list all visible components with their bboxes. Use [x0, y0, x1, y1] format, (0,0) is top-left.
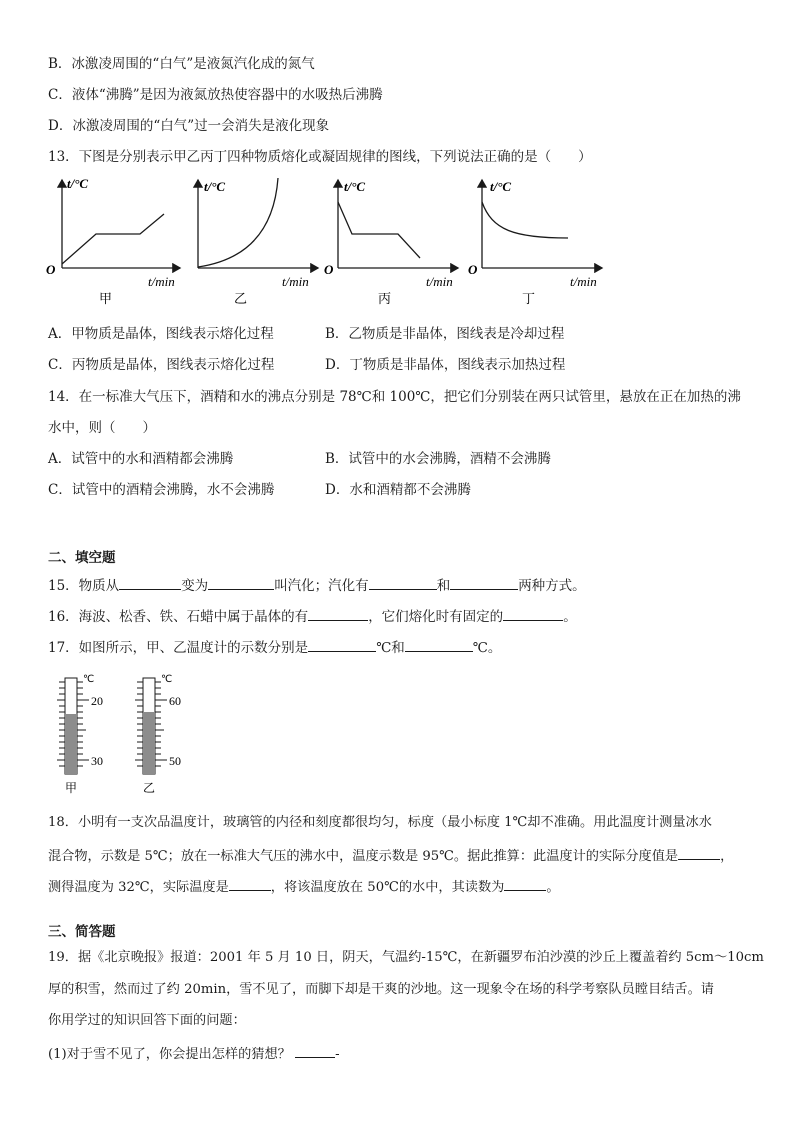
graph-bing-name: 丙 — [378, 292, 392, 307]
q19-text-1: (1)对于雪不见了，你会提出怎样的猜想？ — [48, 1047, 291, 1062]
thermometer-yi-name: 乙 — [143, 781, 156, 795]
q13-option-a: A．甲物质是晶体，图线表示熔化过程 — [48, 326, 274, 342]
q19-text-2: - — [335, 1047, 340, 1062]
q18-blank-2[interactable] — [229, 876, 271, 891]
q14-option-c: C．试管中的酒精会沸腾，水不会沸腾 — [48, 482, 275, 498]
q18-text-1: 混合物，示数是 5℃；放在一标准大气压的沸水中，温度示数是 95℃。据此推算：此温度计的实际分度值是 — [48, 849, 679, 864]
q13-option-c: C．丙物质是晶体，图线表示熔化过程 — [48, 357, 275, 373]
q19-line4 — [48, 1043, 340, 1065]
q19-line2: 厚的积雪，然而过了约 20min，雪不见了，而脚下却是干爽的沙地。这一现象令在场的科学考察队员瞠目结舌。请 — [48, 982, 714, 997]
q17-blank-1[interactable] — [308, 637, 376, 652]
q16-text-3: 。 — [563, 609, 577, 625]
q15-text-4: 和 — [436, 578, 451, 594]
thermometer-jia-name: 甲 — [65, 781, 78, 795]
q16-blank-2[interactable] — [503, 606, 563, 621]
q15-blank-3[interactable] — [369, 575, 437, 590]
graph-bing-y-label: t/°C — [344, 179, 366, 194]
thermometer-yi-top-value: 60 — [169, 694, 181, 708]
q13-stem: 13．下图是分别表示甲乙丙丁四种物质熔化或凝固规律的图线，下列说法正确的是（ ） — [48, 149, 592, 165]
thermometer-yi-bottom-value: 50 — [169, 754, 181, 768]
q16-blank-1[interactable] — [308, 606, 368, 621]
q18-blank-1[interactable] — [678, 845, 720, 860]
q18-blank-3[interactable] — [504, 876, 546, 891]
q18-text-4: ，将该温度放在 50℃的水中，其读数为 — [270, 880, 505, 895]
q15-text-3: 叫汽化；汽化有 — [274, 578, 369, 594]
q15-text-2: 变为 — [181, 578, 209, 594]
thermometer-jia — [57, 674, 103, 795]
graph-yi-name: 乙 — [234, 292, 248, 307]
q16-text-2: ，它们熔化时有固定的 — [368, 609, 504, 625]
graph-jia-x-label: t/min — [148, 274, 175, 289]
q17-text-2: ℃和 — [376, 640, 405, 656]
graph-bing-x-label: t/min — [426, 274, 453, 289]
graph-yi-y-label: t/°C — [204, 179, 226, 194]
q14-option-a: A．试管中的水和酒精都会沸腾 — [48, 451, 234, 467]
q15-text-1: 15．物质从 — [48, 578, 120, 594]
section-fill-in-title: 二、填空题 — [48, 550, 116, 566]
graph-jia-y-label: t/°C — [67, 176, 89, 191]
q18-text-3: 测得温度为 32℃，实际温度是 — [48, 880, 229, 895]
q18-line2 — [48, 845, 733, 867]
graph-jia — [46, 176, 180, 307]
graph-ding-y-label: t/°C — [490, 179, 512, 194]
q16-text-1: 16．海波、松香、铁、石蜡中属于晶体的有 — [48, 609, 309, 625]
q13-option-b: B．乙物质是非晶体，图线表是冷却过程 — [325, 326, 565, 342]
q15-text-5: 两种方式。 — [518, 578, 586, 594]
thermometer-jia-unit: ℃ — [83, 674, 95, 685]
q14-option-d: D．水和酒精都不会沸腾 — [325, 482, 471, 498]
q18-line3 — [48, 876, 560, 898]
q17-text-3: ℃。 — [472, 640, 502, 656]
graph-jia-curve — [62, 214, 164, 264]
thermometer-jia-top-value: 20 — [91, 694, 103, 708]
graph-yi — [198, 178, 318, 307]
q18-line1: 18．小明有一支次品温度计，玻璃管的内径和刻度都很均匀，标度（最小标度 1℃却不准确。用此温度计测量冰水 — [48, 815, 712, 830]
q18-text-5: 。 — [546, 880, 560, 895]
q17 — [48, 637, 501, 658]
q15-blank-2[interactable] — [208, 575, 274, 590]
graph-bing-origin: O — [324, 262, 334, 277]
q19-line3: 你用学过的知识回答下面的问题： — [48, 1013, 246, 1028]
q12-option-c: C．液体“沸腾”是因为液氮放热使容器中的水吸热后沸腾 — [48, 87, 383, 103]
q14-stem-line1: 14．在一标准大气压下，酒精和水的沸点分别是 78℃和 100℃，把它们分别装在两只试管里，悬放在正在加热的沸 — [48, 389, 741, 405]
thermometer-jia-liquid — [65, 714, 77, 774]
q15-blank-1[interactable] — [119, 575, 181, 590]
graph-ding-origin: O — [468, 262, 478, 277]
thermometer-yi-liquid — [143, 712, 155, 774]
thermometer-yi-unit: ℃ — [161, 674, 173, 685]
q14-stem-line2: 水中，则（ ） — [48, 420, 156, 436]
q16 — [48, 606, 577, 627]
thermometer-yi — [135, 674, 181, 795]
q15 — [48, 575, 586, 596]
graph-jia-origin: O — [46, 262, 56, 277]
graph-bing — [324, 179, 458, 307]
q12-option-b: B．冰激凌周围的“白气”是液氮汽化成的氮气 — [48, 56, 315, 72]
q18-text-2: ， — [720, 849, 734, 864]
graph-ding-name: 丁 — [522, 292, 536, 307]
q14-option-b: B．试管中的水会沸腾，酒精不会沸腾 — [325, 451, 551, 467]
q17-thermometers — [55, 670, 205, 800]
section-short-answer-title: 三、简答题 — [48, 924, 116, 940]
q19-blank-1[interactable] — [295, 1043, 335, 1058]
graph-ding — [468, 179, 602, 307]
graph-yi-x-label: t/min — [282, 274, 309, 289]
graph-bing-curve — [338, 202, 420, 258]
q17-text-1: 17．如图所示，甲、乙温度计的示数分别是 — [48, 640, 309, 656]
q12-option-d: D．冰激凌周围的“白气”过一会消失是液化现象 — [48, 118, 330, 134]
graph-jia-name: 甲 — [99, 292, 113, 307]
graph-ding-curve — [482, 202, 568, 238]
q13-graphs — [44, 172, 664, 307]
q17-blank-2[interactable] — [405, 637, 473, 652]
thermometer-jia-bottom-value: 30 — [91, 754, 103, 768]
q19-line1: 19．据《北京晚报》报道：2001 年 5 月 10 日，阴天，气温约-15℃，在新疆罗布泊沙漠的沙丘上覆盖着约 5cm～10cm — [48, 950, 764, 965]
q15-blank-4[interactable] — [450, 575, 518, 590]
q13-option-d: D．丁物质是非晶体，图线表示加热过程 — [325, 357, 566, 373]
graph-ding-x-label: t/min — [570, 274, 597, 289]
